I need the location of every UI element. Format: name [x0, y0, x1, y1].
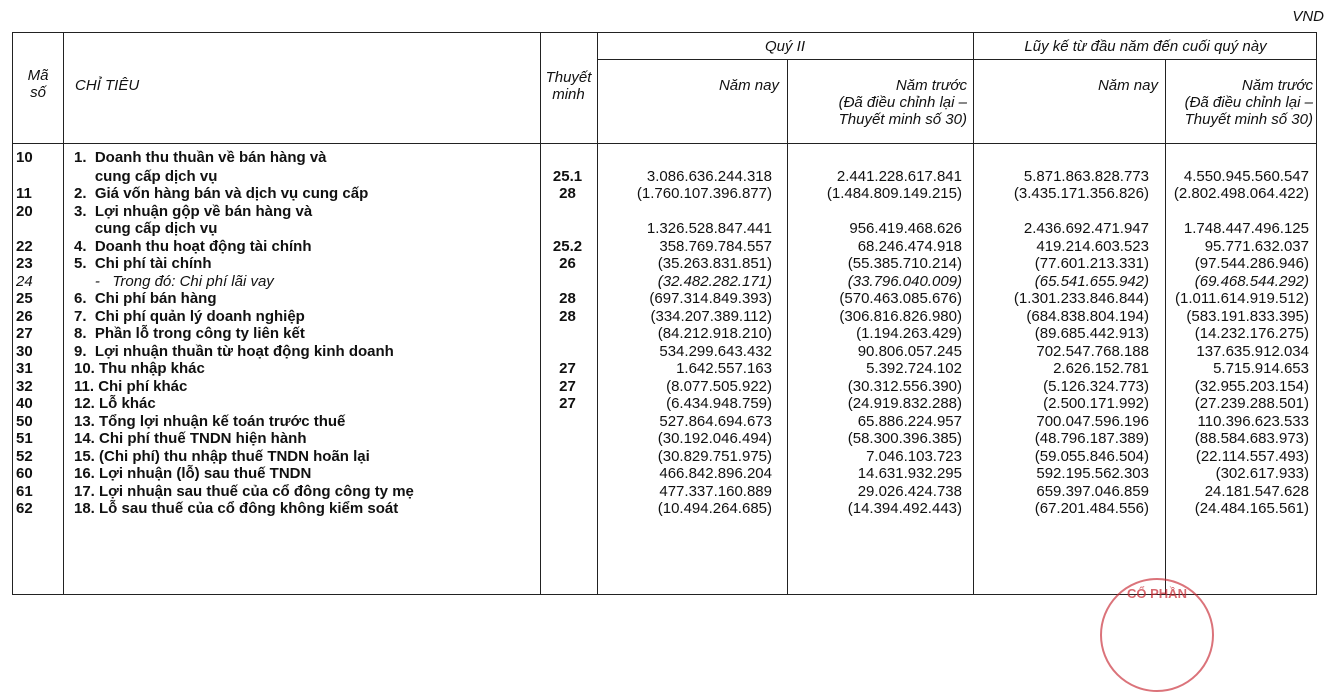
row-note: 28 — [559, 308, 576, 325]
table-row — [12, 465, 1317, 483]
row-note: 28 — [559, 185, 576, 202]
row-label: 3. Lợi nhuận gộp về bán hàng và — [74, 203, 313, 220]
table-row — [12, 308, 1317, 326]
header-quy: Quý II — [764, 38, 805, 55]
row-y-prev: (24.484.165.561) — [1194, 500, 1309, 517]
row-q-prev: 5.392.724.102 — [866, 360, 962, 377]
row-q-now: (697.314.849.393) — [649, 290, 772, 307]
row-code: 61 — [16, 483, 33, 500]
row-code: 27 — [16, 325, 33, 342]
row-y-now: 5.871.863.828.773 — [1023, 168, 1149, 185]
row-y-prev: 5.715.914.653 — [1213, 360, 1309, 377]
header-y-nam-truoc: Năm trước (Đã điều chỉnh lại – Thuyết minh số 30) — [1184, 77, 1313, 128]
header-ma-so: Mã số — [27, 67, 49, 101]
row-y-prev: (69.468.544.292) — [1194, 273, 1309, 290]
row-y-now: (3.435.171.356.826) — [1013, 185, 1149, 202]
row-q-prev: 68.246.474.918 — [857, 238, 962, 255]
row-q-prev: (14.394.492.443) — [847, 500, 962, 517]
row-code: 10 — [16, 149, 33, 166]
row-q-prev: (33.796.040.009) — [847, 273, 962, 290]
row-code: 23 — [16, 255, 33, 272]
row-y-now: 702.547.768.188 — [1036, 343, 1149, 360]
table-row — [12, 413, 1317, 431]
row-y-prev: 24.181.547.628 — [1204, 483, 1309, 500]
table-row — [12, 378, 1317, 396]
row-label: 16. Lợi nhuận (lỗ) sau thuế TNDN — [74, 465, 312, 482]
row-code: 11 — [16, 185, 32, 202]
row-q-now: 477.337.160.889 — [659, 483, 772, 500]
row-code: 31 — [16, 360, 33, 377]
row-q-prev: 90.806.057.245 — [857, 343, 962, 360]
row-y-now: (48.796.187.389) — [1034, 430, 1149, 447]
table-row — [12, 149, 1317, 167]
header-y-nam-nay: Năm nay — [1097, 77, 1158, 94]
row-code: 32 — [16, 378, 33, 395]
table-row — [12, 448, 1317, 466]
row-y-prev: (583.191.833.395) — [1186, 308, 1309, 325]
row-code: 26 — [16, 308, 33, 325]
table-row — [12, 290, 1317, 308]
row-y-now: (59.055.846.504) — [1034, 448, 1149, 465]
row-q-now: 3.086.636.244.318 — [646, 168, 772, 185]
row-label: 5. Chi phí tài chính — [74, 255, 212, 272]
row-q-now: 527.864.694.673 — [659, 413, 772, 430]
row-y-prev: (14.232.176.275) — [1194, 325, 1309, 342]
row-q-prev: (30.312.556.390) — [847, 378, 962, 395]
row-y-now: 700.047.596.196 — [1036, 413, 1149, 430]
row-label: 12. Lỗ khác — [74, 395, 156, 412]
header-chi-tieu: CHỈ TIÊU — [75, 77, 140, 94]
row-label: 14. Chi phí thuế TNDN hiện hành — [74, 430, 307, 447]
header-q-nam-nay: Năm nay — [718, 77, 779, 94]
row-note: 25.1 — [552, 168, 583, 185]
row-y-now: (67.201.484.556) — [1034, 500, 1149, 517]
row-y-prev: 4.550.945.560.547 — [1183, 168, 1309, 185]
row-label: 9. Lợi nhuận thuần từ hoạt động kinh doanh — [74, 343, 394, 360]
table-row — [12, 325, 1317, 343]
row-y-now: (684.838.804.194) — [1026, 308, 1149, 325]
row-label: 10. Thu nhập khác — [74, 360, 205, 377]
row-q-now: (6.434.948.759) — [666, 395, 772, 412]
row-y-prev: (2.802.498.064.422) — [1173, 185, 1309, 202]
row-y-now: 659.397.046.859 — [1036, 483, 1149, 500]
row-y-now: 2.626.152.781 — [1053, 360, 1149, 377]
row-q-now: 534.299.643.432 — [659, 343, 772, 360]
header-luy-ke: Lũy kế từ đầu năm đến cuối quý này — [1024, 38, 1267, 55]
row-q-prev: 65.886.224.957 — [857, 413, 962, 430]
row-q-prev: 7.046.103.723 — [866, 448, 962, 465]
row-code: 40 — [16, 395, 33, 412]
row-y-prev: (88.584.683.973) — [1194, 430, 1309, 447]
row-q-now: (35.263.831.851) — [657, 255, 772, 272]
row-q-now: (10.494.264.685) — [657, 500, 772, 517]
row-label: 13. Tổng lợi nhuận kế toán trước thuế — [74, 413, 346, 430]
row-y-prev: (1.011.614.919.512) — [1175, 290, 1309, 307]
row-y-prev: (22.114.557.493) — [1195, 448, 1309, 465]
row-code: 25 — [16, 290, 33, 307]
row-y-now: (1.301.233.846.844) — [1013, 290, 1149, 307]
row-y-prev: 110.396.623.533 — [1197, 413, 1309, 430]
row-q-now: 1.642.557.163 — [676, 360, 772, 377]
row-note: 27 — [559, 395, 576, 412]
table-row — [12, 430, 1317, 448]
row-y-prev: 95.771.632.037 — [1204, 238, 1309, 255]
row-note: 27 — [559, 378, 576, 395]
row-q-prev: (1.194.263.429) — [856, 325, 962, 342]
row-y-now: 592.195.562.303 — [1036, 465, 1149, 482]
row-y-prev: 1.748.447.496.125 — [1183, 220, 1309, 237]
seal-text: CỔ PHẦN — [1127, 586, 1187, 601]
row-y-now: (5.126.324.773) — [1043, 378, 1149, 395]
table-row — [12, 395, 1317, 413]
row-note: 26 — [559, 255, 576, 272]
row-code: 51 — [16, 430, 33, 447]
table-row — [12, 343, 1317, 361]
row-note: 27 — [559, 360, 576, 377]
row-label: - Trong đó: Chi phí lãi vay — [74, 273, 274, 290]
row-q-prev: 956.419.468.626 — [849, 220, 962, 237]
row-q-prev: (306.816.826.980) — [839, 308, 962, 325]
currency-unit: VND — [1292, 8, 1324, 25]
row-q-now: (32.482.282.171) — [657, 273, 772, 290]
row-q-prev: (570.463.085.676) — [839, 290, 962, 307]
row-note: 28 — [559, 290, 576, 307]
row-code: 30 — [16, 343, 33, 360]
row-q-prev: (58.300.396.385) — [847, 430, 962, 447]
row-q-now: (84.212.918.210) — [657, 325, 772, 342]
table-row — [12, 185, 1317, 203]
row-label: 2. Giá vốn hàng bán và dịch vụ cung cấp — [74, 185, 369, 202]
row-code: 24 — [16, 273, 33, 290]
table-row — [12, 168, 1317, 186]
row-y-prev: (302.617.933) — [1215, 465, 1309, 482]
row-code: 60 — [16, 465, 33, 482]
row-label: cung cấp dịch vụ — [74, 220, 218, 237]
table-row — [12, 360, 1317, 378]
row-y-now: 419.214.603.523 — [1036, 238, 1149, 255]
row-q-prev: 2.441.228.617.841 — [836, 168, 962, 185]
row-q-now: (30.192.046.494) — [657, 430, 772, 447]
row-q-prev: (24.919.832.288) — [847, 395, 962, 412]
row-label: 8. Phần lỗ trong công ty liên kết — [74, 325, 305, 342]
row-label: 6. Chi phí bán hàng — [74, 290, 217, 307]
row-label: 11. Chi phí khác — [74, 378, 188, 395]
row-q-prev: (55.385.710.214) — [847, 255, 962, 272]
row-code: 52 — [16, 448, 33, 465]
header-q-nam-truoc: Năm trước (Đã điều chỉnh lại – Thuyết minh số 30) — [838, 77, 967, 128]
row-y-now: 2.436.692.471.947 — [1023, 220, 1149, 237]
row-label: 18. Lỗ sau thuế của cổ đông không kiểm soát — [74, 500, 399, 517]
row-label: 15. (Chi phí) thu nhập thuế TNDN hoãn lại — [74, 448, 370, 465]
row-label: 7. Chi phí quản lý doanh nghiệp — [74, 308, 305, 325]
row-label: 4. Doanh thu hoạt động tài chính — [74, 238, 312, 255]
row-q-now: (8.077.505.922) — [666, 378, 772, 395]
row-y-now: (2.500.171.992) — [1043, 395, 1149, 412]
row-q-now: (1.760.107.396.877) — [636, 185, 772, 202]
row-label: 1. Doanh thu thuần về bán hàng và — [74, 149, 327, 166]
row-code: 62 — [16, 500, 33, 517]
row-code: 50 — [16, 413, 33, 430]
row-code: 22 — [16, 238, 33, 255]
row-q-now: 1.326.528.847.441 — [646, 220, 772, 237]
row-note: 25.2 — [552, 238, 583, 255]
row-y-prev: (97.544.286.946) — [1194, 255, 1309, 272]
row-q-now: (30.829.751.975) — [657, 448, 772, 465]
header-thuyet-minh: Thuyết minh — [545, 69, 592, 103]
row-y-now: (65.541.655.942) — [1034, 273, 1149, 290]
row-q-now: 466.842.896.204 — [659, 465, 772, 482]
table-row — [12, 203, 1317, 221]
row-q-now: 358.769.784.557 — [659, 238, 772, 255]
table-row — [12, 255, 1317, 273]
row-label: 17. Lợi nhuận sau thuế của cổ đông công ty mẹ — [74, 483, 414, 500]
row-y-now: (89.685.442.913) — [1034, 325, 1149, 342]
row-code: 20 — [16, 203, 33, 220]
row-q-prev: 14.631.932.295 — [857, 465, 962, 482]
table-row — [12, 238, 1317, 256]
row-y-now: (77.601.213.331) — [1034, 255, 1149, 272]
row-y-prev: 137.635.912.034 — [1196, 343, 1309, 360]
company-seal — [1100, 578, 1214, 692]
row-y-prev: (27.239.288.501) — [1194, 395, 1309, 412]
table-row — [12, 483, 1317, 501]
row-q-prev: (1.484.809.149.215) — [826, 185, 962, 202]
row-q-now: (334.207.389.112) — [650, 308, 772, 325]
row-q-prev: 29.026.424.738 — [857, 483, 962, 500]
table-row — [12, 220, 1317, 238]
row-label: cung cấp dịch vụ — [74, 168, 218, 185]
row-y-prev: (32.955.203.154) — [1194, 378, 1309, 395]
table-row — [12, 273, 1317, 291]
table-row — [12, 500, 1317, 518]
